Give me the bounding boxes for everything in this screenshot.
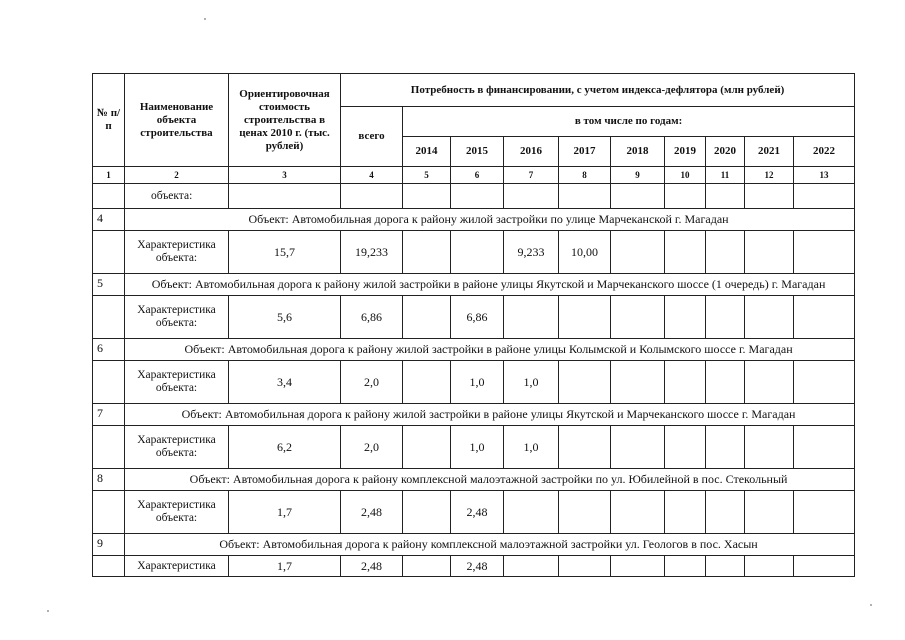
year-value-2016 [504,556,559,577]
total-value: 2,48 [341,491,403,534]
scan-speck [870,604,872,606]
year-value-2022 [794,296,855,339]
column-number: 5 [403,167,451,184]
object-number: 6 [93,339,125,361]
object-title-row [93,404,855,426]
year-value-2016: 1,0 [504,361,559,404]
continuation-row [93,184,855,209]
column-number: 2 [125,167,229,184]
cell [93,426,125,469]
year-value-2018 [611,296,665,339]
total-value: 2,0 [341,361,403,404]
year-value-2014 [403,296,451,339]
object-title-row [93,274,855,296]
year-value-2018 [611,361,665,404]
column-number: 1 [93,167,125,184]
year-value-2019 [665,296,706,339]
object-title: Объект: Автомобильная дорога к району жилой застройки в районе улицы Колымской и Колымского шоссе г. Магадан [184,342,793,356]
column-number: 12 [745,167,794,184]
cost-value: 1,7 [229,556,341,577]
year-value-2016: 9,233 [504,231,559,274]
year-value-2021 [745,426,794,469]
column-number: 11 [706,167,745,184]
year-value-2017: 10,00 [559,231,611,274]
object-number: 4 [93,209,125,231]
cost-value: 1,7 [229,491,341,534]
cell [93,361,125,404]
year-value-2018 [611,426,665,469]
header-year-2016: 2016 [504,137,559,167]
header-object-name: Наименование объекта строительства [125,74,229,167]
cell [93,296,125,339]
header-estimated-cost: Ориентировочная стоимость строительства в ценах 2010 г. (тыс. рублей) [229,74,341,167]
header-year-2015: 2015 [451,137,504,167]
object-number: 9 [93,534,125,556]
year-value-2022 [794,231,855,274]
year-value-2016 [504,296,559,339]
header-year-2019: 2019 [665,137,706,167]
object-title-cell [125,404,855,426]
object-data-row [93,296,855,339]
year-value-2015: 2,48 [451,556,504,577]
column-number: 3 [229,167,341,184]
year-value-2015 [451,231,504,274]
year-value-2017 [559,556,611,577]
object-data-row [93,231,855,274]
header-by-years: в том числе по годам: [403,107,855,137]
year-value-2021 [745,361,794,404]
total-value: 2,0 [341,426,403,469]
year-value-2018 [611,556,665,577]
object-title-row [93,339,855,361]
total-value: 2,48 [341,556,403,577]
object-number: 8 [93,469,125,491]
year-value-2021 [745,296,794,339]
header-year-2021: 2021 [745,137,794,167]
year-value-2014 [403,491,451,534]
year-value-2021 [745,556,794,577]
year-value-2017 [559,491,611,534]
total-value: 6,86 [341,296,403,339]
characteristic-label: Характеристика объекта: [125,361,229,404]
year-value-2019 [665,556,706,577]
column-number: 4 [341,167,403,184]
object-title-cell [125,209,855,231]
cost-value: 15,7 [229,231,341,274]
year-value-2022 [794,426,855,469]
total-value: 19,233 [341,231,403,274]
year-value-2016: 1,0 [504,426,559,469]
cell [93,231,125,274]
object-title: Объект: Автомобильная дорога к району комплексной малоэтажной застройки по ул. Юбилейной в пос. Стекольный [189,472,788,486]
year-value-2014 [403,361,451,404]
year-value-2017 [559,296,611,339]
year-value-2020 [706,361,745,404]
characteristic-label: Характеристика объекта: [125,426,229,469]
year-value-2020 [706,491,745,534]
year-value-2019 [665,426,706,469]
year-value-2022 [794,491,855,534]
column-number: 9 [611,167,665,184]
header-year-2014: 2014 [403,137,451,167]
header-year-2020: 2020 [706,137,745,167]
column-number: 6 [451,167,504,184]
object-title-cell [125,339,855,361]
header-year-2018: 2018 [611,137,665,167]
year-value-2014 [403,231,451,274]
year-value-2019 [665,491,706,534]
column-number: 8 [559,167,611,184]
cost-value: 5,6 [229,296,341,339]
column-number: 7 [504,167,559,184]
object-title-row [93,209,855,231]
financing-table [92,73,855,577]
year-value-2020 [706,231,745,274]
year-value-2021 [745,231,794,274]
year-value-2020 [706,296,745,339]
financing-table-sheet [92,73,855,577]
object-title-row [93,534,855,556]
object-number: 7 [93,404,125,426]
year-value-2014 [403,426,451,469]
year-value-2020 [706,426,745,469]
year-value-2017 [559,361,611,404]
object-title-row [93,469,855,491]
object-data-row [93,556,855,577]
header-year-2022: 2022 [794,137,855,167]
object-title: Объект: Автомобильная дорога к району жилой застройки в районе улицы Якутской и Марчеканского шоссе (1 очередь) г. Магадан [151,277,826,291]
scan-speck [204,18,206,20]
object-title-cell [125,534,855,556]
object-data-row [93,491,855,534]
year-value-2015: 1,0 [451,426,504,469]
year-value-2015: 6,86 [451,296,504,339]
characteristic-label: Характеристика объекта: [125,491,229,534]
year-value-2017 [559,426,611,469]
header-total: всего [341,107,403,167]
object-title: Объект: Автомобильная дорога к району жилой застройки по улице Марчеканской г. Магадан [248,212,729,226]
object-title: Объект: Автомобильная дорога к району жилой застройки в районе улицы Якутской и Марчеканского шоссе г. Магадан [181,407,796,421]
object-data-row [93,426,855,469]
year-value-2018 [611,231,665,274]
column-number: 10 [665,167,706,184]
characteristic-label: Характеристика [125,556,229,577]
header-financing-need: Потребность в финансировании, с учетом индекса-дефлятора (млн рублей) [341,74,855,107]
continuation-text: объекта: [125,184,229,209]
cost-value: 3,4 [229,361,341,404]
year-value-2015: 1,0 [451,361,504,404]
cell [93,556,125,577]
object-title-cell [125,469,855,491]
year-value-2019 [665,231,706,274]
year-value-2022 [794,556,855,577]
year-value-2015: 2,48 [451,491,504,534]
cell [93,491,125,534]
cell [93,184,125,209]
year-value-2014 [403,556,451,577]
year-value-2020 [706,556,745,577]
characteristic-label: Характеристика объекта: [125,231,229,274]
scan-speck [47,610,49,612]
year-value-2018 [611,491,665,534]
year-value-2019 [665,361,706,404]
column-number: 13 [794,167,855,184]
object-title: Объект: Автомобильная дорога к району комплексной малоэтажной застройки ул. Геологов в пос. Хасын [219,537,758,551]
object-number: 5 [93,274,125,296]
year-value-2022 [794,361,855,404]
cost-value: 6,2 [229,426,341,469]
year-value-2021 [745,491,794,534]
object-title-cell [125,274,855,296]
header-year-2017: 2017 [559,137,611,167]
object-data-row [93,361,855,404]
year-value-2016 [504,491,559,534]
header-number: № п/п [93,74,125,167]
characteristic-label: Характеристика объекта: [125,296,229,339]
